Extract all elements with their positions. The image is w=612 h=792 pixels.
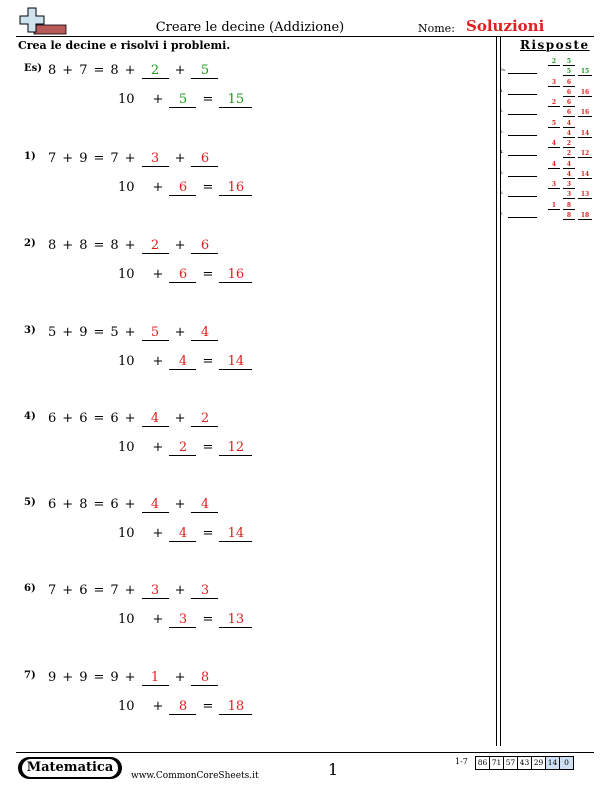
equals-sign: =	[93, 411, 105, 426]
answer-blank-remainder[interactable]: 4	[191, 497, 218, 513]
addend-a: 7	[48, 583, 57, 598]
equals-sign: =	[202, 180, 214, 195]
problem	[16, 325, 496, 395]
answer-key-line	[508, 155, 537, 156]
score-cell: 0	[559, 756, 574, 770]
score-table	[476, 756, 574, 768]
plus-sign: +	[152, 699, 164, 714]
answer-key-value: 4	[563, 120, 575, 128]
name-value: Soluzioni	[466, 17, 545, 35]
plus-sign: +	[124, 670, 136, 685]
answer-key-line	[508, 94, 537, 95]
answer-blank-complement[interactable]: 2	[142, 63, 169, 79]
equals-sign: =	[93, 238, 105, 253]
answer-key-value: 2	[563, 140, 575, 148]
addend-a: 8	[48, 63, 57, 78]
answer-key-line	[508, 196, 537, 197]
addend-b: 8	[79, 497, 88, 512]
equals-sign: =	[202, 354, 214, 369]
answer-blank-remainder-repeat[interactable]: 5	[169, 92, 196, 108]
ten-value: 10	[118, 612, 135, 627]
plus-sign: +	[174, 411, 186, 426]
plus-sign: +	[174, 497, 186, 512]
problem-row-tens	[118, 92, 252, 108]
plus-sign: +	[152, 354, 164, 369]
problem	[16, 151, 496, 221]
plus-sign: +	[174, 238, 186, 253]
answer-key-value: 13	[578, 191, 592, 199]
problem	[16, 497, 496, 567]
addend-a-repeat: 7	[110, 151, 119, 166]
ten-value: 10	[118, 354, 135, 369]
score-cell: 43	[517, 756, 532, 770]
addend-b: 9	[79, 670, 88, 685]
answer-blank-complement[interactable]: 3	[142, 583, 169, 599]
equals-sign: =	[202, 699, 214, 714]
score-cell: 57	[503, 756, 518, 770]
answer-key-value: 6	[563, 99, 575, 107]
answer-key-value: 4	[563, 161, 575, 169]
addend-a-repeat: 6	[110, 411, 119, 426]
addend-a-repeat: 6	[110, 497, 119, 512]
answer-blank-sum[interactable]: 14	[219, 354, 252, 370]
answer-key-label: 7.	[500, 210, 504, 216]
equals-sign: =	[202, 612, 214, 627]
equals-sign: =	[202, 440, 214, 455]
plus-sign: +	[62, 411, 74, 426]
plus-sign: +	[152, 526, 164, 541]
equals-sign: =	[93, 497, 105, 512]
answer-key-value: 4	[548, 140, 560, 148]
answer-key-label: 2.	[500, 108, 504, 113]
answer-key-value: 8	[563, 212, 575, 220]
plus-sign: +	[124, 583, 136, 598]
answer-key-line	[508, 217, 537, 218]
answer-blank-sum[interactable]: 18	[219, 699, 252, 715]
plus-sign: +	[62, 583, 74, 598]
plus-sign: +	[152, 180, 164, 195]
answer-blank-remainder-repeat[interactable]: 8	[169, 699, 196, 715]
answer-key-label: 3.	[500, 128, 504, 134]
problem	[16, 411, 496, 481]
answer-blank-sum[interactable]: 16	[219, 180, 252, 196]
score-cell: 29	[531, 756, 546, 770]
footer-rule	[16, 752, 594, 753]
plus-sign: +	[62, 670, 74, 685]
answer-blank-remainder[interactable]: 8	[191, 670, 218, 686]
problem-row-equation	[48, 238, 218, 254]
plus-sign: +	[62, 63, 74, 78]
answer-blank-sum[interactable]: 15	[219, 92, 252, 108]
problem-row-equation	[48, 151, 218, 167]
answer-key-value: 6	[563, 79, 575, 87]
addend-a: 5	[48, 325, 57, 340]
ten-value: 10	[118, 440, 135, 455]
equals-sign: =	[93, 325, 105, 340]
answer-key-line	[508, 176, 537, 177]
plus-sign: +	[124, 325, 136, 340]
ten-value: 10	[118, 92, 135, 107]
plus-sign: +	[124, 411, 136, 426]
answer-key-value: 12	[578, 150, 592, 158]
plus-sign: +	[152, 92, 164, 107]
answer-key-value: 3	[563, 181, 575, 189]
score-cell: 71	[489, 756, 504, 770]
problem-row-tens	[118, 440, 252, 456]
answer-key-label: 4.	[500, 149, 504, 154]
ten-value: 10	[118, 267, 135, 282]
answer-key-value: 6	[563, 109, 575, 117]
problem	[16, 670, 496, 740]
answer-key-value: 16	[578, 89, 592, 97]
problem-row-tens	[118, 699, 252, 715]
answer-blank-complement[interactable]: 2	[142, 238, 169, 254]
addend-b: 6	[79, 583, 88, 598]
problem-row-equation	[48, 325, 218, 341]
plus-sign: +	[62, 238, 74, 253]
addend-a: 6	[48, 411, 57, 426]
answer-key-title: Risposte	[520, 38, 590, 52]
ten-value: 10	[118, 699, 135, 714]
plus-sign: +	[152, 612, 164, 627]
addend-a: 6	[48, 497, 57, 512]
answer-blank-remainder-repeat[interactable]: 4	[169, 526, 196, 542]
answer-key-label: 1.	[500, 87, 504, 93]
answer-key-value: 15	[578, 68, 592, 76]
problem-number: 5)	[24, 497, 36, 508]
answer-key-value: 4	[563, 130, 575, 138]
answer-key-value: 5	[563, 68, 575, 76]
plus-sign: +	[174, 583, 186, 598]
answer-blank-remainder[interactable]: 5	[191, 63, 218, 79]
page-title: Creare le decine (Addizione)	[155, 20, 345, 35]
plus-sign: +	[62, 151, 74, 166]
answer-key-value: 4	[548, 161, 560, 169]
answer-key-value: 4	[563, 171, 575, 179]
problem-row-tens	[118, 267, 252, 283]
equals-sign: =	[93, 583, 105, 598]
problem-row-equation	[48, 411, 218, 427]
answer-blank-complement[interactable]: 4	[142, 411, 169, 427]
answer-blank-sum[interactable]: 12	[219, 440, 252, 456]
addend-b: 9	[79, 151, 88, 166]
answer-key-row	[500, 79, 595, 99]
plus-sign: +	[124, 151, 136, 166]
answer-blank-remainder-repeat[interactable]: 6	[169, 180, 196, 196]
problem	[16, 238, 496, 308]
ten-value: 10	[118, 180, 135, 195]
answer-key-value: 3	[548, 79, 560, 87]
answer-key-value: 6	[563, 89, 575, 97]
answer-key-value: 14	[578, 130, 592, 138]
problem-number: Es)	[24, 63, 42, 74]
answer-key-label: 5.	[500, 169, 504, 175]
addend-b: 6	[79, 411, 88, 426]
answer-blank-remainder[interactable]: 2	[191, 411, 218, 427]
problem-number: 6)	[24, 583, 36, 594]
addend-a: 9	[48, 670, 57, 685]
answer-key-label: 6.	[500, 190, 504, 195]
problem-row-tens	[118, 526, 252, 542]
answer-key-value: 5	[548, 120, 560, 128]
equals-sign: =	[93, 151, 105, 166]
answer-blank-sum[interactable]: 16	[219, 267, 252, 283]
answer-key-value: 3	[563, 191, 575, 199]
equals-sign: =	[202, 267, 214, 282]
problem	[16, 583, 496, 653]
plus-sign: +	[62, 325, 74, 340]
plus-sign: +	[124, 238, 136, 253]
addend-a: 8	[48, 238, 57, 253]
instructions: Crea le decine e risolvi i problemi.	[18, 39, 231, 52]
answer-key-row	[500, 58, 595, 78]
answer-key-value: 16	[578, 109, 592, 117]
answer-blank-complement[interactable]: 1	[142, 670, 169, 686]
answer-blank-remainder[interactable]: 6	[191, 151, 218, 167]
addend-a: 7	[48, 151, 57, 166]
plus-sign: +	[152, 440, 164, 455]
answer-key-row	[500, 120, 595, 140]
answer-blank-remainder-repeat[interactable]: 2	[169, 440, 196, 456]
answer-key-row	[500, 140, 595, 160]
answer-key-line	[508, 114, 537, 115]
answer-key-line	[508, 73, 537, 74]
problem-row-equation	[48, 497, 218, 513]
answer-key-value: 18	[578, 212, 592, 220]
equals-sign: =	[202, 526, 214, 541]
header-rule	[16, 36, 594, 37]
problem	[16, 63, 496, 133]
plus-sign: +	[174, 151, 186, 166]
score-cell: 14	[545, 756, 560, 770]
answer-key-value: 2	[548, 99, 560, 107]
answer-key-label: Es.	[500, 67, 507, 72]
answer-key-row	[500, 202, 595, 222]
score-cell: 86	[475, 756, 490, 770]
problem-number: 4)	[24, 411, 36, 422]
problem-number: 3)	[24, 325, 36, 336]
problem-row-equation	[48, 583, 218, 599]
answer-blank-remainder[interactable]: 3	[191, 583, 218, 599]
addend-b: 8	[79, 238, 88, 253]
answer-blank-complement[interactable]: 3	[142, 151, 169, 167]
addend-a-repeat: 8	[110, 238, 119, 253]
answer-key-line	[508, 135, 537, 136]
equals-sign: =	[202, 92, 214, 107]
subject-badge: Matematica	[22, 759, 118, 777]
problem-row-equation	[48, 670, 218, 686]
problem-number: 7)	[24, 670, 36, 681]
problem-row-equation	[48, 63, 218, 79]
answer-key-value: 2	[563, 150, 575, 158]
answer-blank-remainder[interactable]: 4	[191, 325, 218, 341]
answer-blank-sum[interactable]: 13	[219, 612, 252, 628]
plus-sign: +	[174, 63, 186, 78]
addend-a-repeat: 9	[110, 670, 119, 685]
answer-key-row	[500, 161, 595, 181]
answer-key-value: 14	[578, 171, 592, 179]
addend-b: 9	[79, 325, 88, 340]
page-number: 1	[328, 760, 339, 779]
addend-a-repeat: 8	[110, 63, 119, 78]
answer-key-value: 2	[548, 58, 560, 66]
addend-a-repeat: 5	[110, 325, 119, 340]
plus-sign: +	[174, 670, 186, 685]
plus-sign: +	[62, 497, 74, 512]
name-label: Nome:	[418, 22, 455, 35]
addend-b: 7	[79, 63, 88, 78]
answer-blank-remainder-repeat[interactable]: 6	[169, 267, 196, 283]
answer-key-value: 3	[548, 181, 560, 189]
answer-key-value: 5	[563, 58, 575, 66]
plus-sign: +	[152, 267, 164, 282]
plus-sign: +	[174, 325, 186, 340]
ten-value: 10	[118, 526, 135, 541]
answer-blank-remainder[interactable]: 6	[191, 238, 218, 254]
problem-row-tens	[118, 180, 252, 196]
answer-blank-remainder-repeat[interactable]: 3	[169, 612, 196, 628]
plus-sign: +	[124, 63, 136, 78]
answer-key-row	[500, 181, 595, 201]
addend-a-repeat: 7	[110, 583, 119, 598]
equals-sign: =	[93, 670, 105, 685]
answer-key-value: 1	[548, 202, 560, 210]
answer-key-row	[500, 99, 595, 119]
answer-blank-complement[interactable]: 5	[142, 325, 169, 341]
answer-blank-remainder-repeat[interactable]: 4	[169, 354, 196, 370]
problem-number: 2)	[24, 238, 36, 249]
divider-left	[496, 36, 497, 746]
problem-row-tens	[118, 612, 252, 628]
problem-number: 1)	[24, 151, 36, 162]
equals-sign: =	[93, 63, 105, 78]
site-url[interactable]: www.CommonCoreSheets.it	[131, 771, 259, 781]
score-range-label: 1-7	[455, 757, 468, 766]
answer-blank-sum[interactable]: 14	[219, 526, 252, 542]
problem-row-tens	[118, 354, 252, 370]
answer-blank-complement[interactable]: 4	[142, 497, 169, 513]
answer-key-value: 8	[563, 202, 575, 210]
plus-sign: +	[124, 497, 136, 512]
